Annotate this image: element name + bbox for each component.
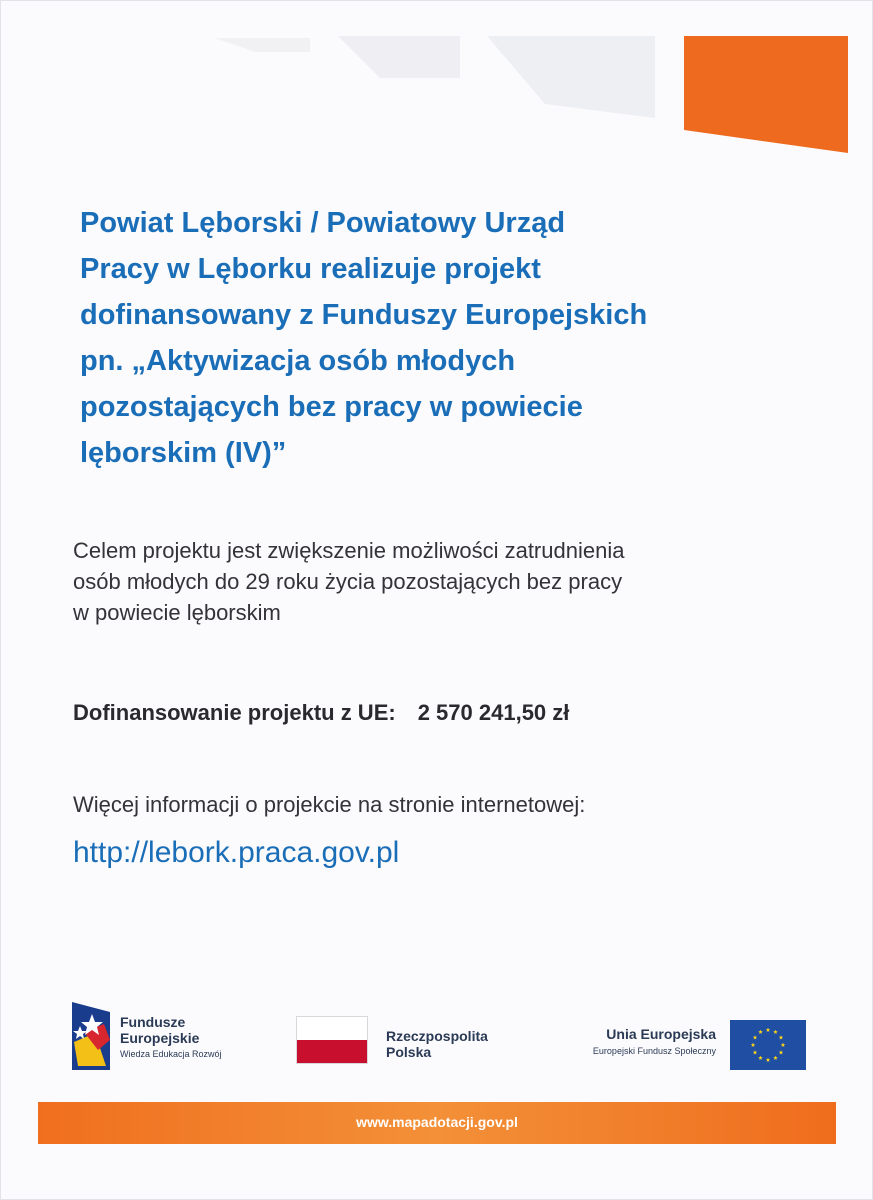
project-website-link[interactable]: http://lebork.praca.gov.pl (73, 836, 400, 869)
title-line: pozostających bez pracy w powiecie (80, 391, 583, 423)
funding-info (73, 700, 569, 726)
title-line: dofinansowany z Funduszy Europejskich (80, 299, 648, 331)
description-line: Celem projektu jest zwiększenie możliwości zatrudnienia (73, 538, 625, 563)
eu-stars-icon (730, 1020, 806, 1070)
eu-star (779, 1035, 784, 1039)
eu-star (773, 1056, 778, 1060)
eu-flag-icon (730, 1020, 806, 1070)
footer-website-link[interactable]: www.mapadotacji.gov.pl (356, 1114, 518, 1130)
title-line: Powiat Lęborski / Powiatowy Urząd (80, 207, 566, 239)
eu-star (779, 1050, 784, 1054)
eu-star (773, 1030, 778, 1034)
title-line: pn. „Aktywizacja osób młodych (80, 345, 516, 377)
funding-amount: 2 570 241,50 zł (417, 700, 570, 725)
eu-star (766, 1028, 771, 1032)
unia-europejska-logo (560, 1018, 810, 1074)
fundusze-tagline: Wiedza Edukacja Rozwój (120, 1049, 222, 1059)
description-line: osób młodych do 29 roku życia pozostających bez pracy (73, 569, 623, 594)
eu-star (753, 1050, 758, 1054)
orange-corner-shape (684, 36, 848, 153)
eu-star (766, 1058, 771, 1062)
project-title (80, 200, 800, 476)
fundusze-line1: Fundusze (120, 1014, 186, 1030)
eu-star (751, 1043, 756, 1047)
ue-line2: Europejski Fundusz Społeczny (592, 1046, 716, 1056)
header-decoration (0, 0, 873, 170)
footer-bar (38, 1102, 836, 1144)
fundusze-europejskie-logo (70, 1002, 270, 1072)
project-description (73, 535, 833, 628)
more-info-text: Więcej informacji o projekcie na stronie internetowej: (73, 792, 586, 817)
fundusze-europejskie-star-icon (70, 1002, 116, 1070)
rp-line2: Polska (386, 1044, 432, 1060)
polish-flag-icon (296, 1016, 368, 1064)
fundusze-line2: Europejskie (120, 1030, 200, 1046)
description-line: w powiecie lęborskim (73, 600, 281, 625)
eu-star (758, 1056, 763, 1060)
eu-star (781, 1043, 786, 1047)
ue-line1: Unia Europejska (606, 1026, 716, 1042)
title-line: Pracy w Lęborku realizuje projekt (80, 253, 541, 285)
rzeczpospolita-polska-logo (296, 1014, 526, 1070)
title-line: lęborskim (IV)” (80, 437, 287, 469)
eu-star (758, 1030, 763, 1034)
funding-label: Dofinansowanie projektu z UE: (73, 700, 396, 725)
eu-star (753, 1035, 758, 1039)
rp-line1: Rzeczpospolita (386, 1028, 488, 1044)
